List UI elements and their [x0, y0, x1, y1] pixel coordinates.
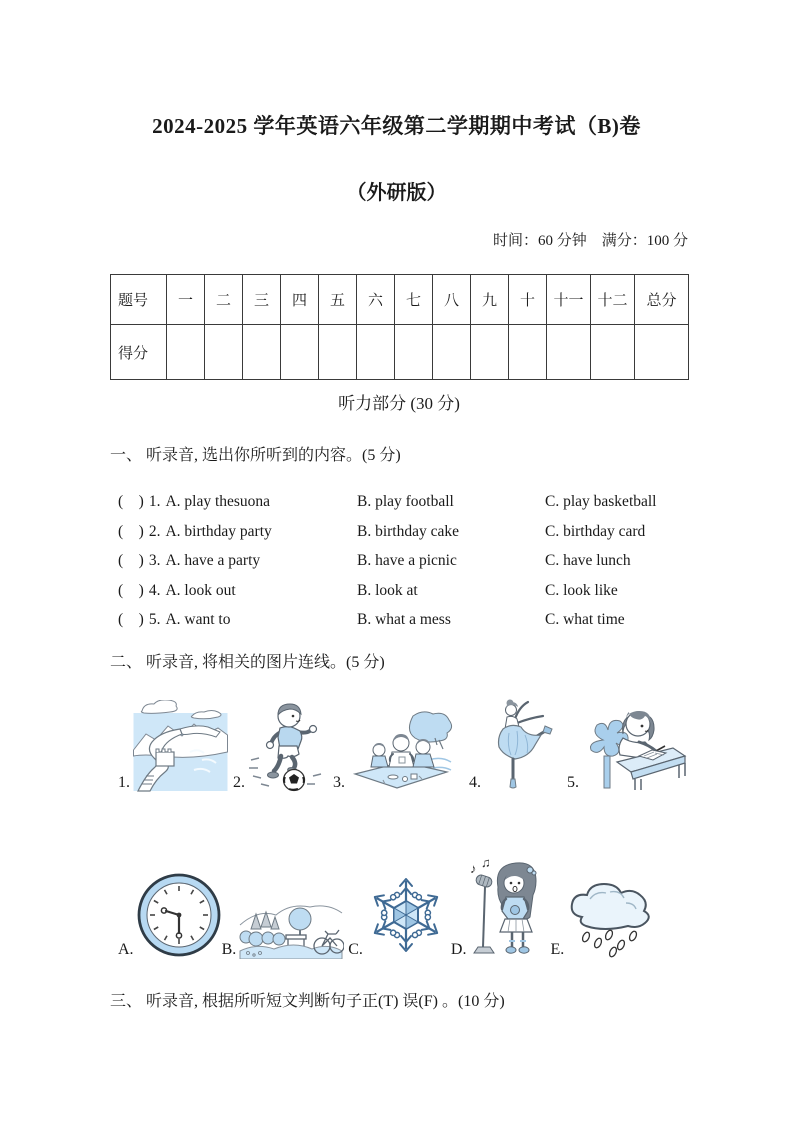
option-c: C. have lunch	[545, 552, 631, 569]
svg-text:♪: ♪	[470, 860, 477, 876]
ballet-dancer-illustration	[483, 695, 553, 792]
picture-label: E.	[550, 940, 565, 958]
picture-item	[550, 877, 656, 959]
snowflake-illustration	[365, 867, 447, 959]
picture-item	[333, 710, 455, 792]
picture-label: 1.	[118, 773, 130, 791]
exam-meta: 时间：60 分钟 满分：100 分	[492, 233, 688, 249]
score-table-col: 六	[357, 275, 395, 325]
picture-row-1	[110, 697, 688, 792]
option-a: A. play thesuona	[165, 493, 271, 510]
picture-item	[451, 857, 547, 959]
option-b: B. play football	[357, 493, 454, 510]
option-a: A. birthday party	[165, 522, 272, 540]
picture-label: C.	[348, 940, 363, 958]
score-table-col: 十	[509, 275, 547, 325]
park-with-bench-and-bicycle-illustration	[238, 895, 344, 959]
option-c: C. look like	[545, 581, 618, 599]
question-number: 3.	[148, 552, 161, 569]
part1-questions	[110, 487, 688, 635]
score-row-label: 得分	[111, 325, 167, 380]
question-row	[118, 605, 688, 635]
score-cell	[281, 325, 319, 380]
question-row	[118, 487, 688, 517]
score-table-header-row	[111, 275, 689, 325]
question-row	[118, 546, 688, 576]
boy-writing-at-desk-illustration	[581, 694, 687, 792]
rain-cloud-illustration	[566, 877, 656, 959]
score-table-col: 八	[433, 275, 471, 325]
option-b: B. birthday cake	[357, 522, 460, 540]
option-b: B. have a picnic	[357, 552, 457, 569]
listening-section-title: 听力部分 (30 分)	[338, 394, 460, 413]
picture-label: 5.	[567, 773, 579, 791]
score-cell	[471, 325, 509, 380]
score-cell	[547, 325, 591, 380]
answer-blank: ( )	[118, 611, 144, 628]
answer-blank: ( )	[118, 581, 144, 599]
picture-item	[222, 895, 345, 959]
svg-text:♫: ♫	[481, 856, 492, 870]
score-table-col: 四	[281, 275, 319, 325]
score-table-col: 五	[319, 275, 357, 325]
picture-item	[469, 695, 553, 792]
score-table-col: 十二	[591, 275, 635, 325]
score-cell	[205, 325, 243, 380]
answer-blank: ( )	[118, 552, 144, 569]
score-table-corner-label: 题号	[111, 275, 167, 325]
score-table	[110, 274, 689, 380]
option-c: C. what time	[545, 611, 625, 628]
answer-blank: ( )	[118, 522, 144, 540]
score-table-col: 总分	[635, 275, 689, 325]
score-cell	[395, 325, 433, 380]
family-picnic-illustration	[347, 710, 455, 792]
exam-content	[110, 229, 688, 1013]
option-a: A. want to	[165, 611, 231, 628]
picture-row-2	[110, 856, 688, 959]
clock-illustration	[136, 871, 222, 959]
great-wall-illustration	[132, 700, 229, 792]
score-table-col: 十一	[547, 275, 591, 325]
option-c: C. play basketball	[545, 493, 657, 510]
score-table-col: 二	[205, 275, 243, 325]
score-table-col: 一	[167, 275, 205, 325]
picture-label: B.	[221, 940, 237, 958]
part3-heading: 三、 听录音, 根据所听短文判断句子正(T) 误(F) 。(10 分)	[110, 992, 505, 1010]
picture-label: A.	[118, 940, 134, 958]
score-cell	[509, 325, 547, 380]
option-a: A. have a party	[165, 552, 261, 569]
score-cell	[591, 325, 635, 380]
picture-label: 2.	[233, 773, 245, 791]
score-cell	[357, 325, 395, 380]
picture-label: D.	[450, 940, 467, 958]
page-subtitle: （外研版）	[346, 182, 447, 204]
part2-heading: 二、 听录音, 将相关的图片连线。(5 分)	[110, 653, 385, 671]
question-number: 4.	[148, 581, 161, 599]
score-table-col: 七	[395, 275, 433, 325]
option-a: A. look out	[165, 581, 236, 599]
boy-kicking-football-illustration	[247, 700, 329, 792]
score-table-score-row	[111, 325, 689, 380]
girl-singing-with-microphone-illustration	[468, 857, 546, 959]
score-table-col: 三	[243, 275, 281, 325]
picture-item	[348, 867, 447, 959]
score-cell	[433, 325, 471, 380]
score-cell	[243, 325, 281, 380]
score-cell	[635, 325, 689, 380]
page-title: 2024-2025 学年英语六年级第二学期期中考试（B)卷	[152, 114, 641, 138]
picture-label: 3.	[333, 773, 345, 791]
score-table-col: 九	[471, 275, 509, 325]
question-row	[118, 517, 688, 547]
picture-label: 4.	[469, 773, 481, 791]
option-b: B. what a mess	[357, 611, 451, 628]
score-cell	[319, 325, 357, 380]
picture-item	[233, 700, 329, 792]
option-b: B. look at	[357, 581, 418, 599]
picture-item	[118, 700, 229, 792]
picture-item	[567, 694, 687, 792]
question-number: 2.	[148, 522, 161, 540]
question-number: 1.	[148, 493, 161, 510]
option-c: C. birthday card	[545, 522, 646, 540]
picture-item	[118, 871, 222, 959]
answer-blank: ( )	[118, 493, 144, 510]
question-row	[118, 576, 688, 606]
question-number: 5.	[148, 611, 161, 628]
score-cell	[167, 325, 205, 380]
part1-heading: 一、 听录音, 选出你所听到的内容。(5 分)	[110, 447, 401, 464]
